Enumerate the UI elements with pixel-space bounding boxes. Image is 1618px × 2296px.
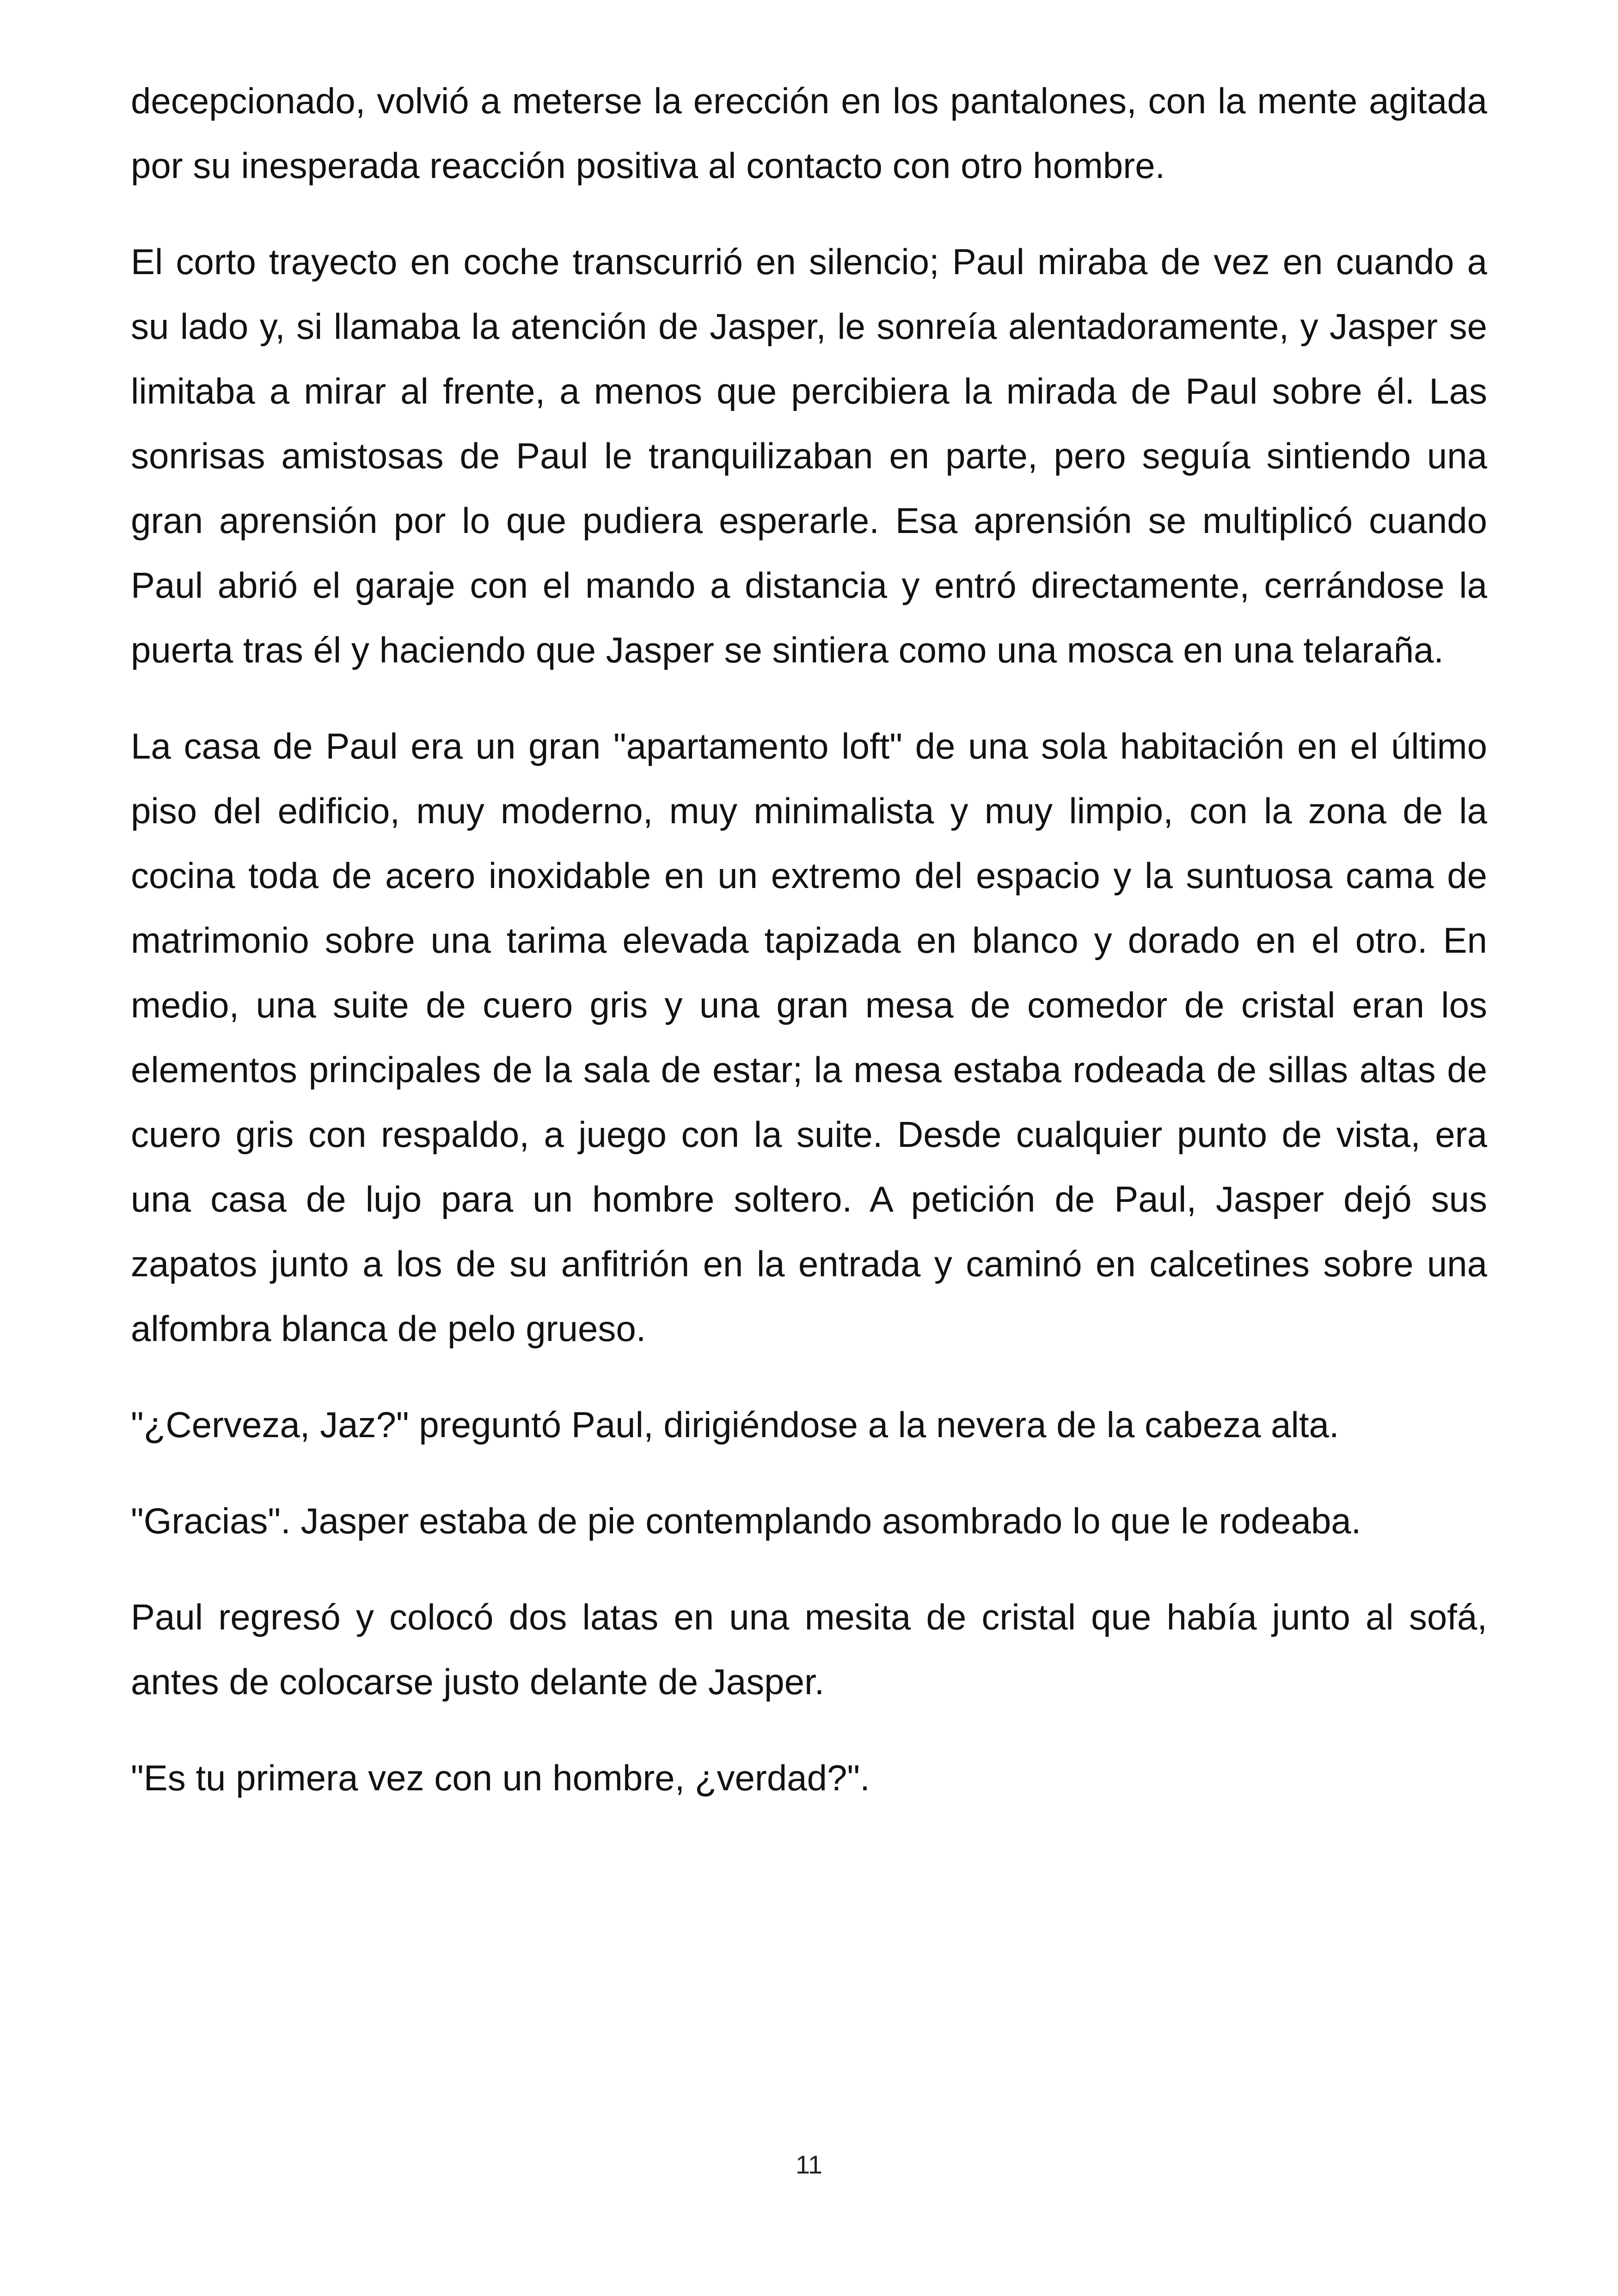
paragraph-5: "Gracias". Jasper estaba de pie contemplando asombrado lo que le rodeaba.	[131, 1500, 1361, 1541]
paragraph-1: decepcionado, volvió a meterse la erección en los pantalones, con la mente agitada por su inesperada reacción positiva al contacto con otro hombre.	[131, 80, 1487, 186]
page-number: 11	[795, 2150, 823, 2179]
paragraph-7: "Es tu primera vez con un hombre, ¿verdad?".	[131, 1757, 870, 1798]
body-text	[131, 68, 1487, 1842]
paragraph-4: "¿Cerveza, Jaz?" preguntó Paul, dirigiéndose a la nevera de la cabeza alta.	[131, 1404, 1339, 1445]
paragraph-6: Paul regresó y colocó dos latas en una mesita de cristal que había junto al sofá, antes de colocarse justo delante de Jasper.	[131, 1597, 1487, 1702]
paragraph-3: La casa de Paul era un gran "apartamento loft" de una sola habitación en el último piso del edificio, muy moderno, muy minimalista y muy limpio, con la zona de la cocina toda de acero inoxidable en un extremo del espacio y la suntuosa cama de matrimonio sobre una tarima elevada tapizada en blanco y dorado en el otro. En medio, una suite de cuero gris y una gran mesa de comedor de cristal eran los elementos principales de la sala de estar; la mesa estaba rodeada de sillas altas de cuero gris con respaldo, a juego con la suite. Desde cualquier punto de vista, era una casa de lujo para un hombre soltero. A petición de Paul, Jasper dejó sus zapatos junto a los de su anfitrión en la entrada y caminó en calcetines sobre una alfombra blanca de pelo grueso.	[131, 726, 1487, 1349]
paragraph-2: El corto trayecto en coche transcurrió en silencio; Paul miraba de vez en cuando a su lado y, si llamaba la atención de Jasper, le sonreía alentadoramente, y Jasper se limitaba a mirar al frente, a menos que percibiera la mirada de Paul sobre él. Las sonrisas amistosas de Paul le tranquilizaban en parte, pero seguía sintiendo una gran aprensión por lo que pudiera esperarle. Esa aprensión se multiplicó cuando Paul abrió el garaje con el mando a distancia y entró directamente, cerrándose la puerta tras él y haciendo que Jasper se sintiera como una mosca en una telaraña.	[131, 241, 1487, 670]
